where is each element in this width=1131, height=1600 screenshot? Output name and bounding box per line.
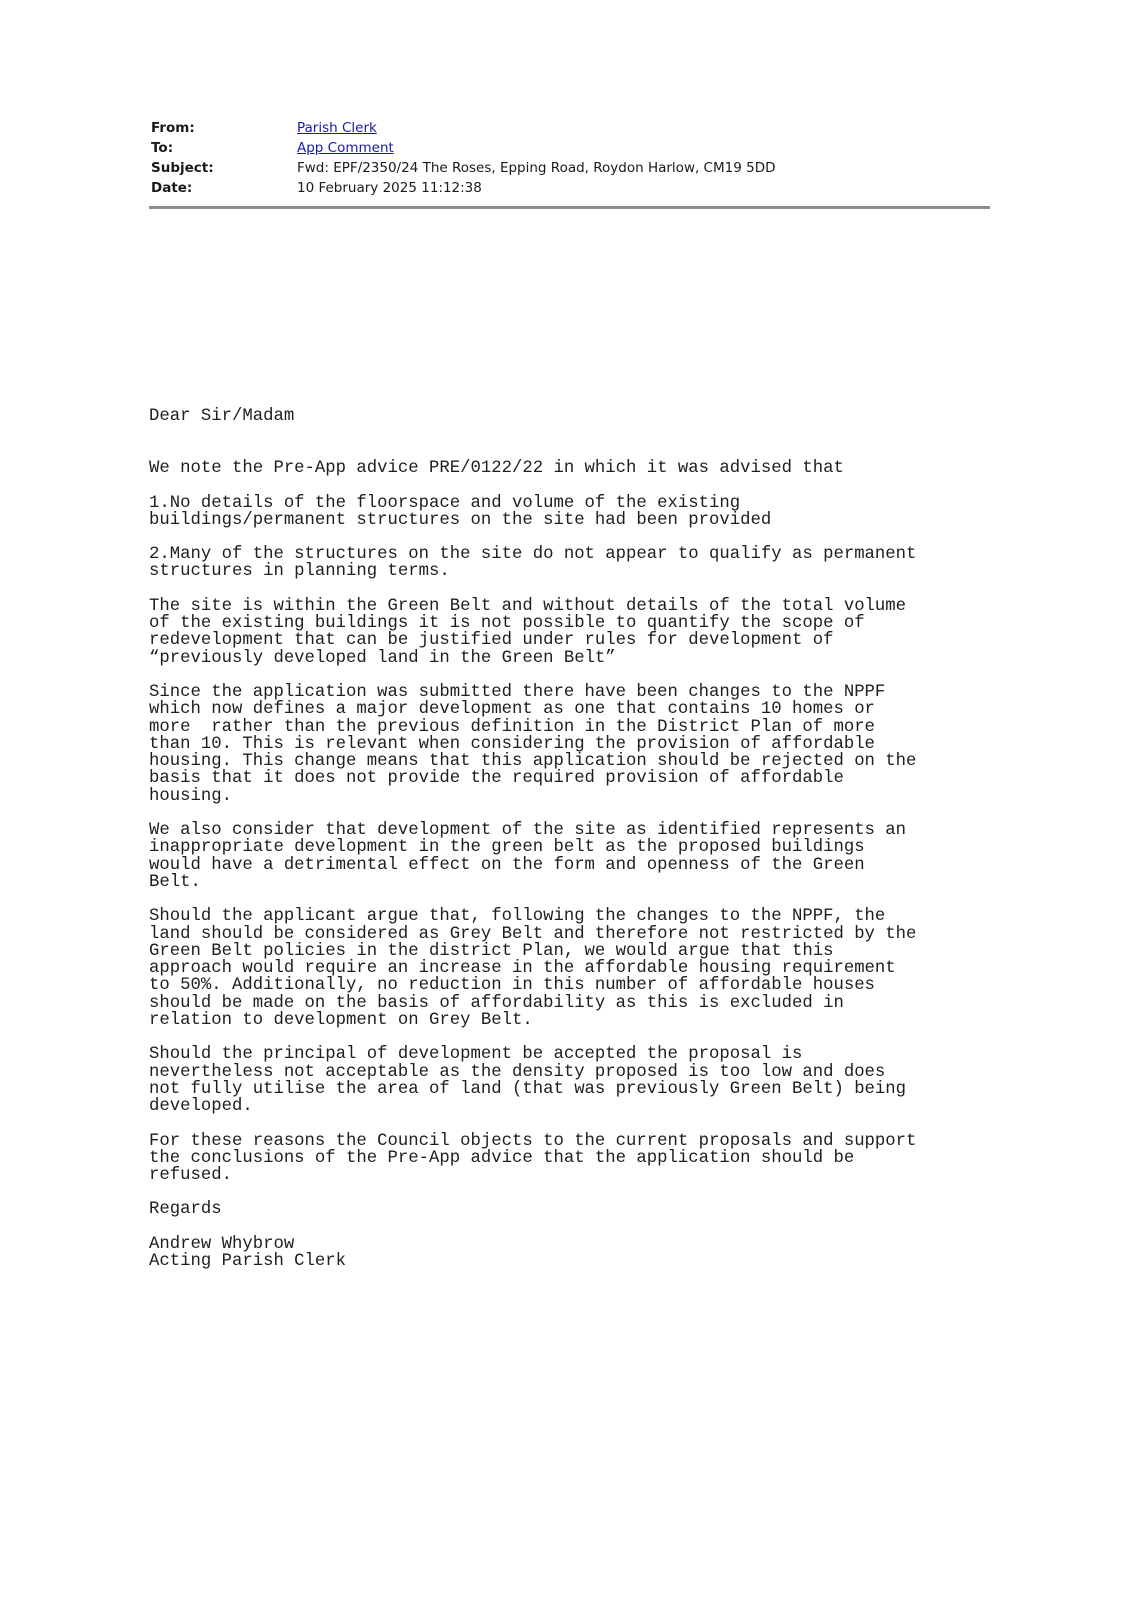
conclusion-paragraph: For these reasons the Council objects to the current proposals and support the conclusions of the Pre-App advice that the application should be refused. xyxy=(149,1131,917,1186)
date-row xyxy=(151,178,991,198)
greeting: Dear Sir/Madam xyxy=(149,407,295,426)
subject-value: Fwd: EPF/2350/24 The Roses, Epping Road, Roydon Harlow, CM19 5DD xyxy=(297,160,776,176)
density-paragraph: Should the principal of development be accepted the proposal is nevertheless not acceptable as the density proposed is too low and does not fully utilise the area of land (that was previously Green Belt) being developed. xyxy=(149,1045,907,1117)
from-row xyxy=(151,118,991,138)
email-header xyxy=(151,118,991,198)
signature-block xyxy=(149,1236,999,1271)
signoff: Regards xyxy=(149,1200,222,1220)
to-label: To: xyxy=(151,140,174,156)
from-label: From: xyxy=(151,120,195,136)
from-link[interactable]: Parish Clerk xyxy=(297,120,377,136)
to-link[interactable]: App Comment xyxy=(297,140,394,156)
intro-paragraph: We note the Pre-App advice PRE/0122/22 in which it was advised that xyxy=(149,459,844,479)
point-1: 1.No details of the floorspace and volume of the existing buildings/permanent structures on the site had been provided xyxy=(149,493,772,530)
inappropriate-paragraph: We also consider that development of the site as identified represents an inappropriate development in the green belt as the proposed buildings would have a detrimental effect on the form and openness of the Green Belt. xyxy=(149,821,907,892)
grey-belt-paragraph: Should the applicant argue that, following the changes to the NPPF, the land should be considered as Grey Belt and therefore not restricted by the Green Belt policies in the district Plan, we would argue that this approach would require an increase in the affordable housing requirement to 50%. Additionally, no reduction in this number of affordable houses should be made on the basis of affordability as this is excluded in relation to development on Grey Belt. xyxy=(149,907,917,1031)
green-belt-paragraph: The site is within the Green Belt and without details of the total volume of the existing buildings it is not possible to quantify the scope of redevelopment that can be justified under rules for development of “previously developed land in the Green Belt” xyxy=(149,596,907,668)
date-label: Date: xyxy=(151,180,193,196)
point-2: 2.Many of the structures on the site do not appear to qualify as permanent structures in planning terms. xyxy=(149,545,917,582)
letter-body xyxy=(149,408,999,1270)
signature-title: Acting Parish Clerk xyxy=(149,1251,347,1271)
to-row xyxy=(151,138,991,158)
date-value: 10 February 2025 11:12:38 xyxy=(297,180,482,196)
subject-row xyxy=(151,158,991,178)
signature-name: Andrew Whybrow xyxy=(149,1234,295,1254)
subject-label: Subject: xyxy=(151,160,214,176)
nppf-paragraph: Since the application was submitted there have been changes to the NPPF which now defines a major development as one that contains 10 homes or more rather than the previous definition in the District Plan of more than 10. This is relevant when considering the provision of affordable housing. This change means that this application should be rejected on the basis that it does not provide the required provision of affordable housing. xyxy=(149,682,917,806)
header-divider xyxy=(149,206,990,209)
